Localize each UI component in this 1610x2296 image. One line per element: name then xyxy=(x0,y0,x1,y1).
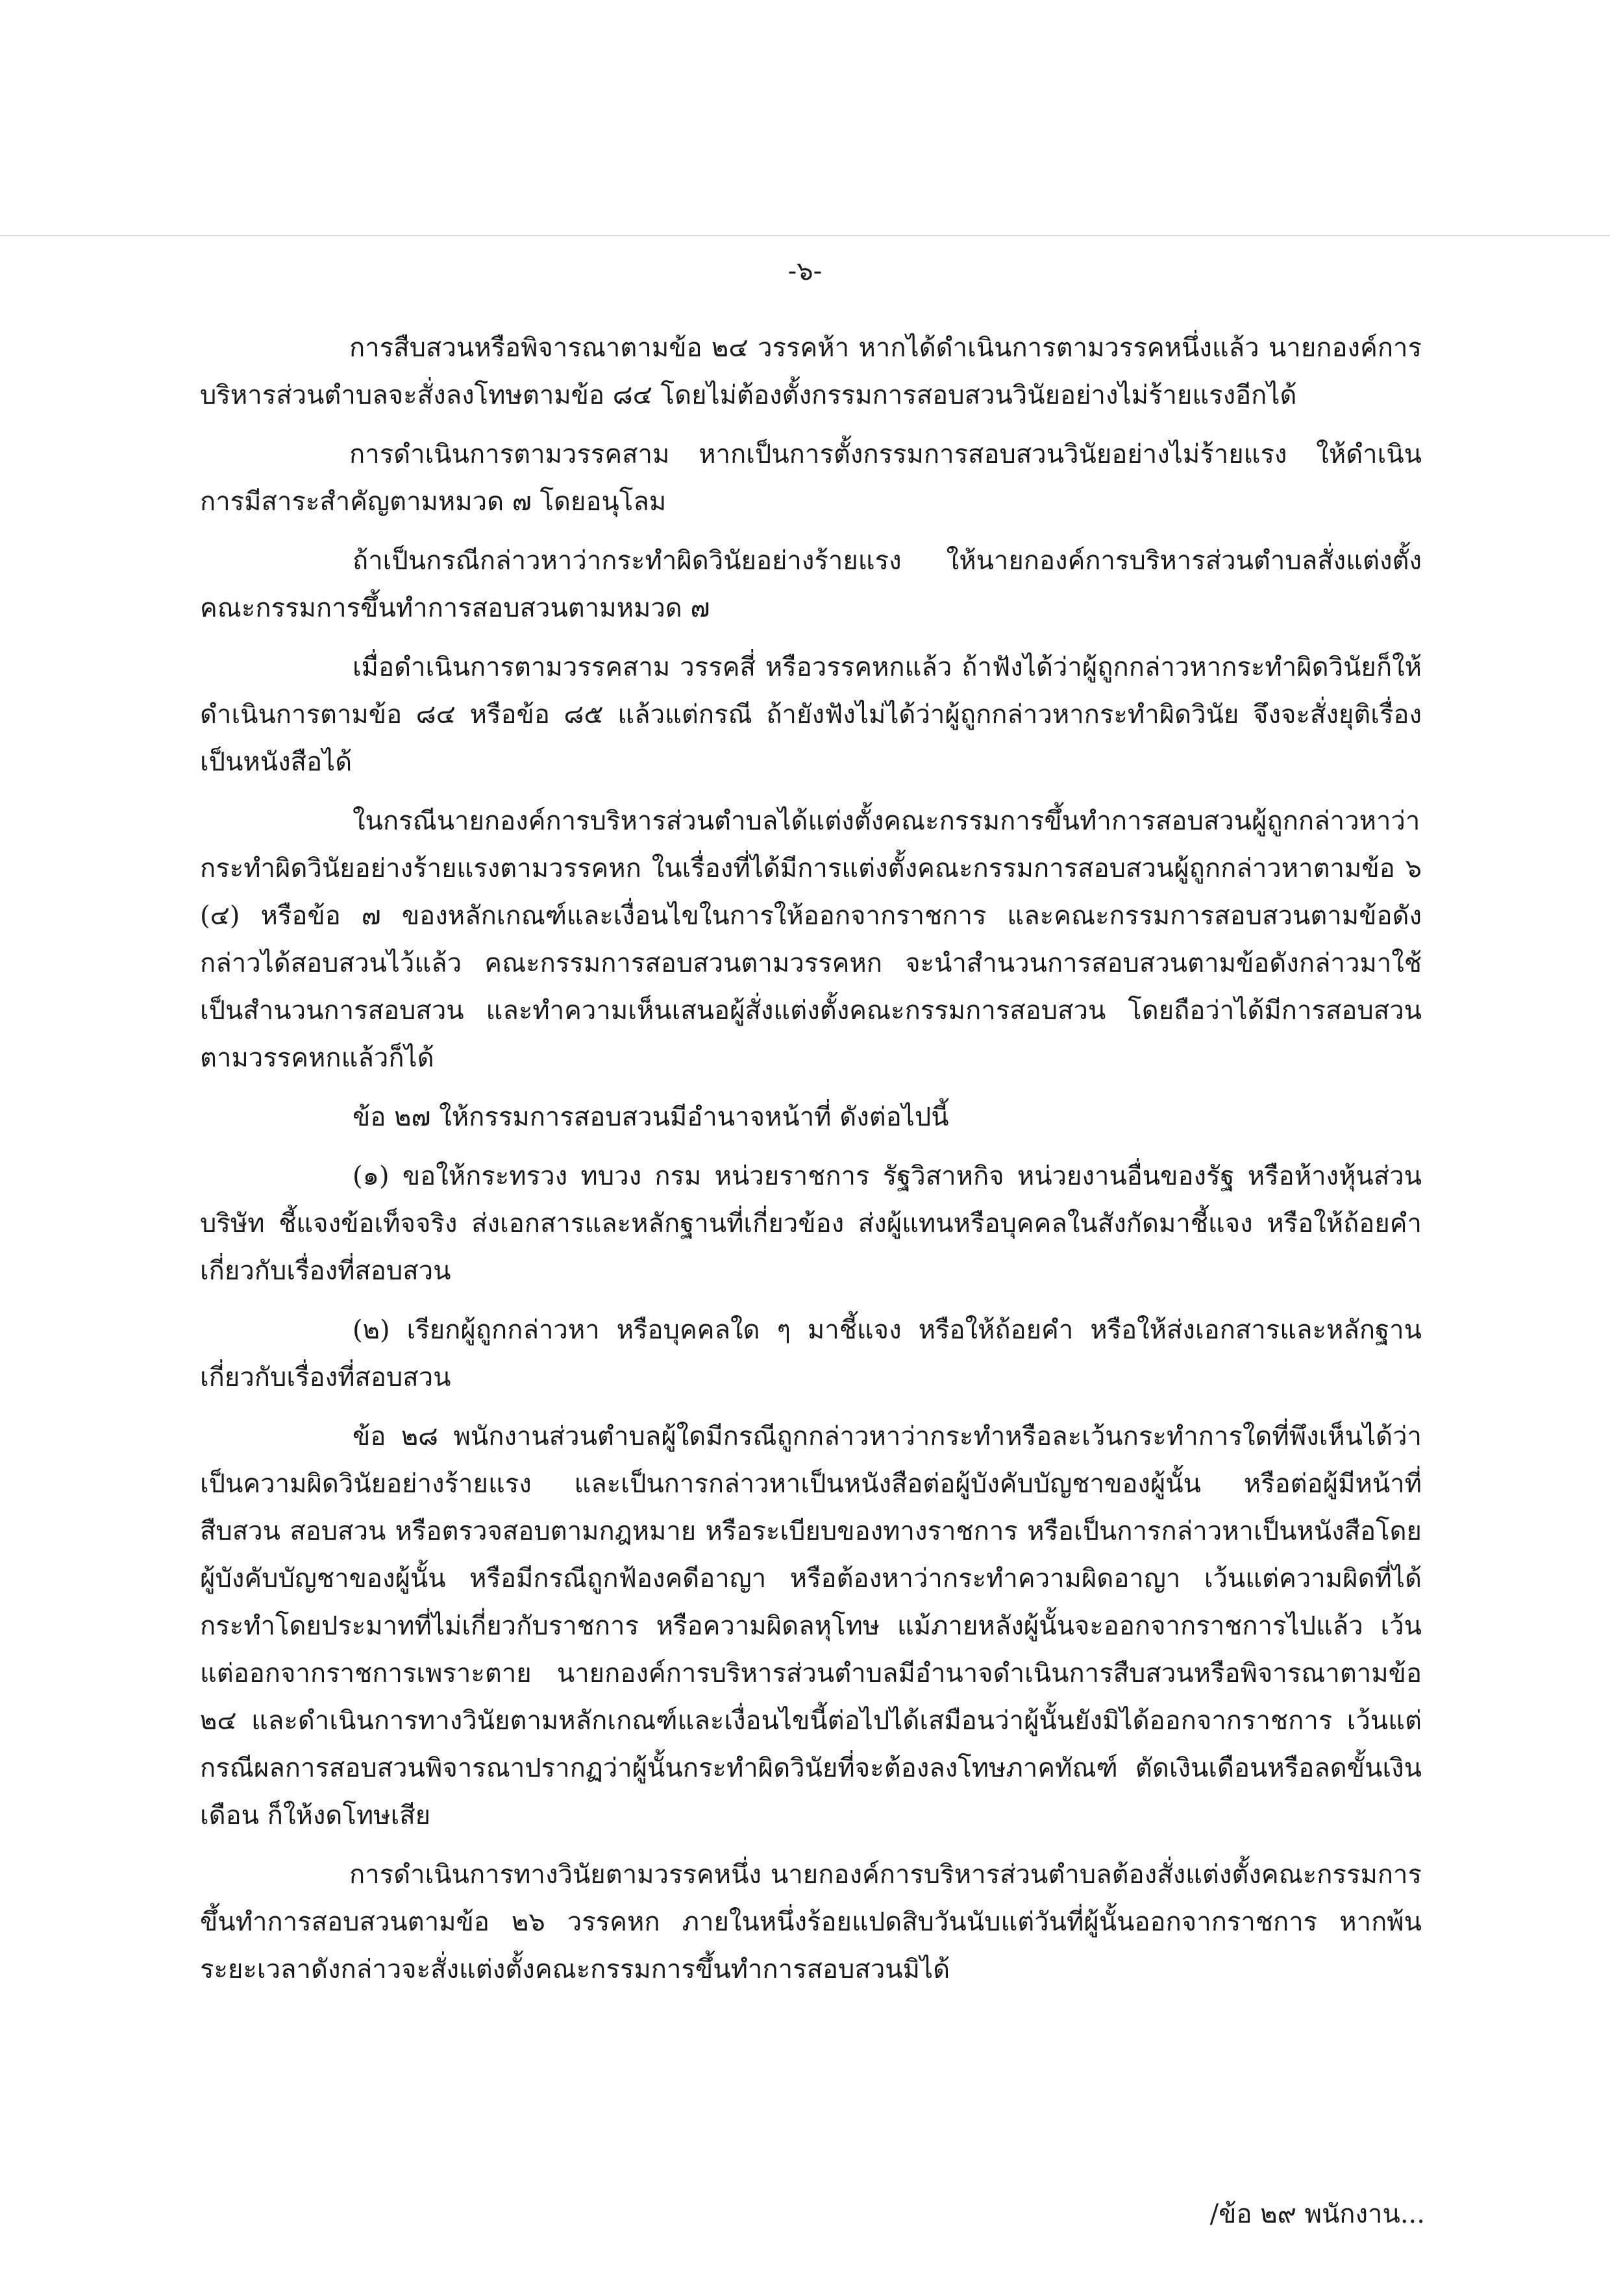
scan-edge-line xyxy=(0,235,1610,236)
paragraph: การสืบสวนหรือพิจารณาตามข้อ ๒๔ วรรคห้า หากได้ดำเนินการตามวรรคหนึ่งแล้ว นายกองค์การบริหารส่วนตำบลจะสั่งลงโทษตามข้อ ๘๔ โดยไม่ต้องตั้งกรรมการสอบสวนวินัยอย่างไม่ร้ายแรงอีกได้ xyxy=(200,333,1422,410)
paragraph: การดำเนินการทางวินัยตามวรรคหนึ่ง นายกองค์การบริหารส่วนตำบลต้องสั่งแต่งตั้งคณะกรรมการขึ้นทำการสอบสวนตามข้อ ๒๖ วรรคหก ภายในหนึ่งร้อยแปดสิบวันนับแต่วันที่ผู้นั้นออกจากราชการ หากพ้นระยะเวลาดังกล่าวจะสั่งแต่งตั้งคณะกรรมการขึ้นทำการสอบสวนมิได้ xyxy=(200,1860,1422,1984)
paragraph: ข้อ ๒๗ ให้กรรมการสอบสวนมีอำนาจหน้าที่ ดังต่อไปนี้ xyxy=(353,1102,949,1132)
paragraph: (๑) ขอให้กระทรวง ทบวง กรม หน่วยราชการ รัฐวิสาหกิจ หน่วยงานอื่นของรัฐ หรือห้างหุ้นส่วน บริษัท ชี้แจงข้อเท็จจริง ส่งเอกสารและหลักฐานที่เกี่ยวข้อง ส่งผู้แทนหรือบุคคลในสังกัดมาชี้แจง หรือให้ถ้อยคำเกี่ยวกับเรื่องที่สอบสวน xyxy=(200,1161,1422,1286)
paragraph: เมื่อดำเนินการตามวรรคสาม วรรคสี่ หรือวรรคหกแล้ว ถ้าฟังได้ว่าผู้ถูกกล่าวหากระทำผิดวินัยก็ให้ดำเนินการตามข้อ ๘๔ หรือข้อ ๘๕ แล้วแต่กรณี ถ้ายังฟังไม่ได้ว่าผู้ถูกกล่าวหากระทำผิดวินัย จึงจะสั่งยุติเรื่องเป็นหนังสือได้ xyxy=(200,652,1422,777)
paragraph: การดำเนินการตามวรรคสาม หากเป็นการตั้งกรรมการสอบสวนวินัยอย่างไม่ร้ายแรง ให้ดำเนินการมีสาระสำคัญตามหมวด ๗ โดยอนุโลม xyxy=(200,439,1422,517)
paragraph: ในกรณีนายกองค์การบริหารส่วนตำบลได้แต่งตั้งคณะกรรมการขึ้นทำการสอบสวนผู้ถูกกล่าวหาว่ากระทำผิดวินัยอย่างร้ายแรงตามวรรคหก ในเรื่องที่ได้มีการแต่งตั้งคณะกรรมการสอบสวนผู้ถูกกล่าวหาตามข้อ ๖ (๔) หรือข้อ ๗ ของหลักเกณฑ์และเงื่อนไขในการให้ออกจากราชการ และคณะกรรมการสอบสวนตามข้อดังกล่าวได้สอบสวนไว้แล้ว คณะกรรมการสอบสวนตามวรรคหก จะนำสำนวนการสอบสวนตามข้อดังกล่าวมาใช้เป็นสำนวนการสอบสวน และทำความเห็นเสนอผู้สั่งแต่งตั้งคณะกรรมการสอบสวน โดยถือว่าได้มีการสอบสวนตามวรรคหกแล้วก็ได้ xyxy=(200,806,1422,1073)
paragraph: ถ้าเป็นกรณีกล่าวหาว่ากระทำผิดวินัยอย่างร้ายแรง ให้นายกองค์การบริหารส่วนตำบลสั่งแต่งตั้งคณะกรรมการขึ้นทำการสอบสวนตามหมวด ๗ xyxy=(200,546,1422,623)
continuation-reference: /ข้อ ๒๙ พนักงาน... xyxy=(1209,2199,1425,2229)
paragraph: ข้อ ๒๘ พนักงานส่วนตำบลผู้ใดมีกรณีถูกกล่าวหาว่ากระทำหรือละเว้นกระทำการใดที่พึงเห็นได้ว่าเป็นความผิดวินัยอย่างร้ายแรง และเป็นการกล่าวหาเป็นหนังสือต่อผู้บังคับบัญชาของผู้นั้น หรือต่อผู้มีหน้าที่สืบสวน สอบสวน หรือตรวจสอบตามกฎหมาย หรือระเบียบของทางราชการ หรือเป็นการกล่าวหาเป็นหนังสือโดยผู้บังคับบัญชาของผู้นั้น หรือมีกรณีถูกฟ้องคดีอาญา หรือต้องหาว่ากระทำความผิดอาญา เว้นแต่ความผิดที่ได้กระทำโดยประมาทที่ไม่เกี่ยวกับราชการ หรือความผิดลหุโทษ แม้ภายหลังผู้นั้นจะออกจากราชการไปแล้ว เว้นแต่ออกจากราชการเพราะตาย นายกองค์การบริหารส่วนตำบลมีอำนาจดำเนินการสืบสวนหรือพิจารณาตามข้อ ๒๔ และดำเนินการทางวินัยตามหลักเกณฑ์และเงื่อนไขนี้ต่อไปได้เสมือนว่าผู้นั้นยังมิได้ออกจากราชการ เว้นแต่กรณีผลการสอบสวนพิจารณาปรากฏว่าผู้นั้นกระทำผิดวินัยที่จะต้องลงโทษภาคทัณฑ์ ตัดเงินเดือนหรือลดขั้นเงินเดือน ก็ให้งดโทษเสีย xyxy=(200,1422,1422,1831)
paragraph: (๒) เรียกผู้ถูกกล่าวหา หรือบุคคลใด ๆ มาชี้แจง หรือให้ถ้อยคำ หรือให้ส่งเอกสารและหลักฐานเกี่ยวกับเรื่องที่สอบสวน xyxy=(200,1315,1422,1392)
page-number: -๖- xyxy=(787,256,823,286)
document-body xyxy=(200,325,1422,2005)
